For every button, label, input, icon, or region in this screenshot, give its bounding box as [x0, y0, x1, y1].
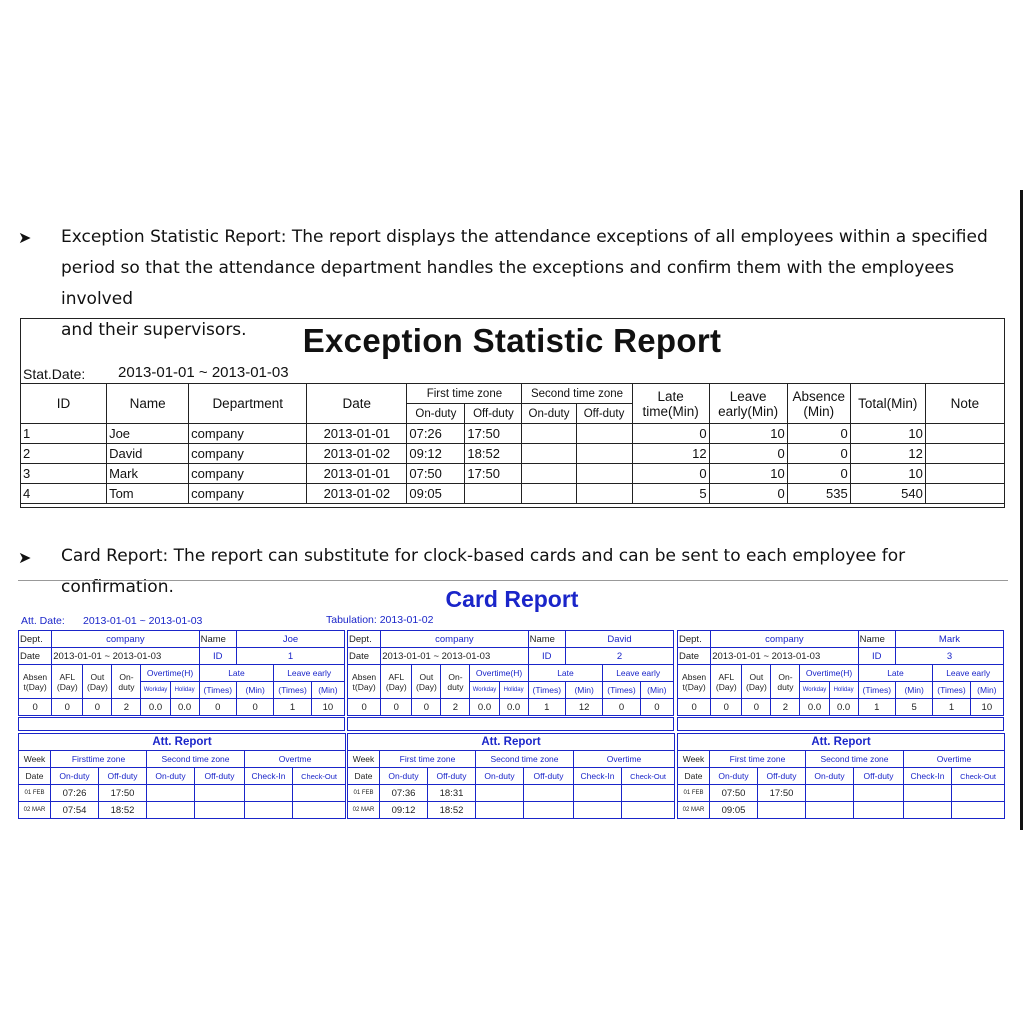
leave-early-header: Leave early: [603, 665, 674, 682]
onduty-header-line2: duty: [777, 681, 794, 692]
header-on-duty-2: On-duty: [522, 404, 576, 424]
stat-value: 1: [858, 699, 895, 716]
cell-on1: 07:50: [407, 464, 465, 484]
on-duty-cell: 07:36: [380, 785, 428, 802]
card-divider: [347, 717, 674, 731]
leave-times-header: (Times): [933, 682, 970, 699]
first-zone-header: First time zone: [380, 751, 476, 768]
absent-header-line2: t(Day): [682, 681, 706, 692]
check-out-header: Check-Out: [952, 768, 1005, 785]
cell-late: 5: [632, 484, 709, 504]
week-header: Week: [348, 751, 380, 768]
onduty-header-line2: duty: [447, 681, 464, 692]
cell-total: 12: [850, 444, 925, 464]
out-header-line1: Out: [90, 671, 105, 682]
cell-leave: 10: [709, 424, 787, 444]
cell-note: [925, 464, 1004, 484]
cell-off1: 17:50: [465, 424, 522, 444]
cell-late: 0: [632, 464, 709, 484]
leave-early-header: Leave early: [933, 665, 1004, 682]
cell-late: 0: [632, 424, 709, 444]
name-value: Joe: [236, 631, 344, 648]
leave-min-header: (Min): [640, 682, 673, 699]
absent-header-line1: Absen: [682, 671, 707, 682]
cell-name: Tom: [107, 484, 189, 504]
stat-value: 0.0: [800, 699, 829, 716]
date-range-value: 2013-01-01 ~ 2013-01-03: [381, 648, 528, 665]
cell-absence: 0: [787, 444, 850, 464]
afl-header-line2: (Day): [56, 681, 78, 692]
stat-value: 0.0: [499, 699, 528, 716]
cell-late: 12: [632, 444, 709, 464]
onduty-header-line1: On-: [778, 671, 793, 682]
late-times-header: (Times): [528, 682, 565, 699]
page-edge-line: [1020, 190, 1023, 830]
off-duty-header: Off-duty: [428, 768, 476, 785]
absent-header-line1: Absen: [352, 671, 377, 682]
stat-value: 1: [274, 699, 311, 716]
cell-on2: [522, 424, 576, 444]
table-row: [21, 464, 1005, 484]
on-duty-header: On-duty: [710, 768, 758, 785]
cell-id: 2: [21, 444, 107, 464]
out-header-line2: (Day): [87, 681, 108, 692]
date-header: Date: [348, 768, 380, 785]
cell-on2: [522, 484, 576, 504]
stat-value: 0: [199, 699, 236, 716]
att-report-table: [18, 733, 346, 819]
stat-value: 10: [311, 699, 344, 716]
stat-value: 2: [771, 699, 800, 716]
table-row: [21, 484, 1005, 504]
name-value: David: [565, 631, 673, 648]
att-report-title: Att. Report: [19, 734, 346, 751]
cell-id: 4: [21, 484, 107, 504]
header-id: ID: [21, 384, 107, 424]
absent-header-line2: t(Day): [352, 681, 376, 692]
on-duty-header: On-duty: [51, 768, 99, 785]
card-summary-table: [677, 630, 1004, 716]
late-header: Late: [199, 665, 274, 682]
stat-date-label: Stat.Date:: [23, 366, 86, 382]
cell-absence: 535: [787, 484, 850, 504]
stat-value: 0.0: [170, 699, 199, 716]
dept-value: company: [381, 631, 528, 648]
stat-value: 0: [678, 699, 711, 716]
cell-date: 2013-01-01: [307, 424, 407, 444]
cell-dept: company: [189, 464, 307, 484]
stat-value: 10: [970, 699, 1003, 716]
out-header-line1: Out: [749, 671, 764, 682]
on-duty-cell: 09:12: [380, 802, 428, 819]
cell-off2: [576, 444, 632, 464]
off-duty-cell: 17:50: [758, 785, 806, 802]
header-absence-line1: Absence: [792, 388, 845, 404]
cell-off1: 17:50: [465, 464, 522, 484]
stat-value: 0: [742, 699, 771, 716]
cell-total: 540: [850, 484, 925, 504]
onduty-header-line1: On-: [119, 671, 134, 682]
afl-header-line2: (Day): [385, 681, 407, 692]
off-duty-cell: 18:52: [428, 802, 476, 819]
late-min-header: (Min): [565, 682, 602, 699]
stat-value: 1: [933, 699, 970, 716]
cell-id: 3: [21, 464, 107, 484]
cell-leave: 10: [709, 464, 787, 484]
out-header: [83, 665, 112, 699]
cell-off2: [576, 464, 632, 484]
onduty-header-line1: On-: [448, 671, 463, 682]
week-header: Week: [19, 751, 51, 768]
tabulation-date: Tabulation: 2013-01-02: [326, 614, 434, 626]
late-header: Late: [858, 665, 933, 682]
absent-header-line2: t(Day): [23, 681, 47, 692]
header-leave: [709, 384, 787, 424]
id-label: ID: [528, 648, 565, 665]
name-label: Name: [858, 631, 895, 648]
absent-header: [678, 665, 711, 699]
off-duty-cell: 18:31: [428, 785, 476, 802]
out-header: [412, 665, 441, 699]
check-in-header: Check-In: [245, 768, 293, 785]
late-times-header: (Times): [858, 682, 895, 699]
cell-off1: [465, 484, 522, 504]
stat-date-value: 2013-01-01 ~ 2013-01-03: [118, 364, 289, 381]
dept-label: Dept.: [678, 631, 711, 648]
bullet-arrow-icon: ➤: [18, 228, 32, 247]
overtime-header: Overtime(H): [141, 665, 199, 682]
on-duty-cell: 07:50: [710, 785, 758, 802]
stat-value: 0.0: [141, 699, 170, 716]
table-row: [21, 444, 1005, 464]
exception-heading: Exception Statistic Report: [61, 227, 281, 247]
first-zone-header: Firsttime zone: [51, 751, 147, 768]
stat-value: 0: [236, 699, 273, 716]
stat-value: 0: [52, 699, 83, 716]
leave-early-header: Leave early: [274, 665, 345, 682]
late-min-header: (Min): [236, 682, 273, 699]
week-cell: 01 FEB: [348, 785, 380, 802]
date-range-value: 2013-01-01 ~ 2013-01-03: [711, 648, 858, 665]
afl-header: [711, 665, 742, 699]
onduty-header: [441, 665, 470, 699]
afl-header-line1: AFL: [388, 671, 405, 682]
cell-date: 2013-01-02: [307, 444, 407, 464]
cell-on1: 09:12: [407, 444, 465, 464]
id-value: 3: [895, 648, 1003, 665]
att-date-value: 2013-01-01 ~ 2013-01-03: [83, 615, 203, 627]
cell-total: 10: [850, 424, 925, 444]
id-label: ID: [858, 648, 895, 665]
header-second-zone: Second time zone: [522, 384, 632, 404]
header-department: Department: [189, 384, 307, 424]
cell-dept: company: [189, 424, 307, 444]
off-duty-cell: 18:52: [99, 802, 147, 819]
onduty-header: [112, 665, 141, 699]
att-report-title: Att. Report: [348, 734, 675, 751]
header-leave-line2: early(Min): [718, 403, 779, 419]
leave-times-header: (Times): [603, 682, 640, 699]
off-duty-header: Off-duty: [524, 768, 574, 785]
afl-header: [381, 665, 412, 699]
cell-on2: [522, 444, 576, 464]
cell-off1: 18:52: [465, 444, 522, 464]
week-cell: 02 MAR: [348, 802, 380, 819]
header-absence-line2: (Min): [803, 403, 835, 419]
week-cell: 01 FEB: [678, 785, 710, 802]
exception-table: [20, 383, 1005, 504]
id-value: 2: [565, 648, 673, 665]
cell-note: [925, 444, 1004, 464]
on-duty-header: On-duty: [147, 768, 195, 785]
overtime-col-header: Overtme: [245, 751, 346, 768]
name-value: Mark: [895, 631, 1003, 648]
off-duty-header: Off-duty: [854, 768, 904, 785]
cell-id: 1: [21, 424, 107, 444]
header-late-line1: Late: [657, 388, 684, 404]
stat-value: 2: [112, 699, 141, 716]
stat-value: 5: [895, 699, 932, 716]
on-duty-header: On-duty: [476, 768, 524, 785]
stat-value: 0.0: [470, 699, 499, 716]
afl-header-line1: AFL: [718, 671, 735, 682]
out-header-line2: (Day): [746, 681, 767, 692]
id-value: 1: [236, 648, 344, 665]
stat-value: 0: [412, 699, 441, 716]
overtime-col-header: Overtime: [574, 751, 675, 768]
card-report-title: Card Report: [445, 586, 579, 612]
att-report-title: Att. Report: [678, 734, 1005, 751]
onduty-header: [771, 665, 800, 699]
on-duty-header: On-duty: [380, 768, 428, 785]
week-header: Week: [678, 751, 710, 768]
late-times-header: (Times): [199, 682, 236, 699]
cell-absence: 0: [787, 424, 850, 444]
week-cell: 02 MAR: [678, 802, 710, 819]
date-header: Date: [678, 768, 710, 785]
cell-total: 10: [850, 464, 925, 484]
dept-value: company: [52, 631, 199, 648]
date-header: Date: [19, 768, 51, 785]
stat-value: 0: [83, 699, 112, 716]
on-duty-cell: 07:26: [51, 785, 99, 802]
cell-absence: 0: [787, 464, 850, 484]
header-off-duty-1: Off-duty: [465, 404, 522, 424]
id-label: ID: [199, 648, 236, 665]
absent-header-line1: Absen: [23, 671, 48, 682]
off-duty-cell: [758, 802, 806, 819]
stat-value: 0: [348, 699, 381, 716]
dept-label: Dept.: [348, 631, 381, 648]
cell-note: [925, 424, 1004, 444]
card-divider: [18, 717, 345, 731]
header-date: Date: [307, 384, 407, 424]
stat-value: 1: [528, 699, 565, 716]
stat-value: 0: [603, 699, 640, 716]
cell-leave: 0: [709, 444, 787, 464]
overtime-header: Overtime(H): [470, 665, 528, 682]
header-name: Name: [107, 384, 189, 424]
workday-header: Workday: [470, 682, 499, 699]
second-zone-header: Second time zone: [806, 751, 904, 768]
on-duty-cell: 09:05: [710, 802, 758, 819]
card-summary-table: [347, 630, 674, 716]
week-cell: 02 MAR: [19, 802, 51, 819]
holiday-header: Holiday: [170, 682, 199, 699]
off-duty-cell: 17:50: [99, 785, 147, 802]
date-label: Date: [348, 648, 381, 665]
att-report-table: [677, 733, 1005, 819]
header-first-zone: First time zone: [407, 384, 522, 404]
header-total: Total(Min): [850, 384, 925, 424]
cell-date: 2013-01-02: [307, 484, 407, 504]
absent-header: [19, 665, 52, 699]
stat-value: 2: [441, 699, 470, 716]
cell-note: [925, 484, 1004, 504]
leave-min-header: (Min): [970, 682, 1003, 699]
check-out-header: Check-Out: [622, 768, 675, 785]
date-label: Date: [19, 648, 52, 665]
exception-text-2: period so that the attendance department handles the exceptions and confirm them with the employees involved: [61, 258, 955, 309]
cell-name: Joe: [107, 424, 189, 444]
cell-on1: 09:05: [407, 484, 465, 504]
onduty-header-line2: duty: [118, 681, 135, 692]
absent-header: [348, 665, 381, 699]
afl-header-line1: AFL: [59, 671, 76, 682]
out-header-line1: Out: [419, 671, 434, 682]
off-duty-header: Off-duty: [195, 768, 245, 785]
holiday-header: Holiday: [829, 682, 858, 699]
overtime-header: Overtime(H): [800, 665, 858, 682]
off-duty-header: Off-duty: [99, 768, 147, 785]
card-heading: Card Report: [61, 546, 163, 566]
leave-times-header: (Times): [274, 682, 311, 699]
cell-on2: [522, 464, 576, 484]
name-label: Name: [528, 631, 565, 648]
cell-on1: 07:26: [407, 424, 465, 444]
cell-name: David: [107, 444, 189, 464]
second-zone-header: Second time zone: [476, 751, 574, 768]
cell-dept: company: [189, 484, 307, 504]
exception-report-title: Exception Statistic Report: [302, 322, 722, 359]
header-note: Note: [925, 384, 1004, 424]
card-divider: [677, 717, 1004, 731]
att-report-table: [347, 733, 675, 819]
bullet-arrow-icon: ➤: [18, 548, 32, 567]
header-on-duty-1: On-duty: [407, 404, 465, 424]
dept-label: Dept.: [19, 631, 52, 648]
card-text: : The report can substitute for clock-based cards and can be sent to each employee for confirmation.: [61, 546, 906, 597]
stat-value: 12: [565, 699, 602, 716]
exception-text-3: and their supervisors.: [61, 320, 247, 340]
header-absence: [787, 384, 850, 424]
cell-date: 2013-01-01: [307, 464, 407, 484]
first-zone-header: First time zone: [710, 751, 806, 768]
exception-text-1: : The report displays the attendance exceptions of all employees within a specified: [280, 227, 988, 247]
header-late-line2: time(Min): [642, 403, 699, 419]
dept-value: company: [711, 631, 858, 648]
out-header-line2: (Day): [416, 681, 437, 692]
stat-value: 0: [711, 699, 742, 716]
cell-dept: company: [189, 444, 307, 464]
card-summary-table: [18, 630, 345, 716]
att-date-label: Att. Date:: [21, 615, 65, 627]
date-label: Date: [678, 648, 711, 665]
stat-value: 0: [640, 699, 673, 716]
header-late: [632, 384, 709, 424]
second-zone-header: Second time zone: [147, 751, 245, 768]
cell-off2: [576, 484, 632, 504]
check-in-header: Check-In: [574, 768, 622, 785]
afl-header-line2: (Day): [715, 681, 737, 692]
stat-value: 0.0: [829, 699, 858, 716]
week-cell: 01 FEB: [19, 785, 51, 802]
cell-name: Mark: [107, 464, 189, 484]
stat-value: 0: [19, 699, 52, 716]
holiday-header: Holiday: [499, 682, 528, 699]
header-leave-line1: Leave: [729, 388, 767, 404]
cell-leave: 0: [709, 484, 787, 504]
on-duty-cell: 07:54: [51, 802, 99, 819]
out-header: [742, 665, 771, 699]
header-off-duty-2: Off-duty: [576, 404, 632, 424]
leave-min-header: (Min): [311, 682, 344, 699]
name-label: Name: [199, 631, 236, 648]
afl-header: [52, 665, 83, 699]
late-header: Late: [528, 665, 603, 682]
date-range-value: 2013-01-01 ~ 2013-01-03: [52, 648, 199, 665]
late-min-header: (Min): [895, 682, 932, 699]
off-duty-header: Off-duty: [758, 768, 806, 785]
cell-off2: [576, 424, 632, 444]
workday-header: Workday: [800, 682, 829, 699]
on-duty-header: On-duty: [806, 768, 854, 785]
overtime-col-header: Overtime: [904, 751, 1005, 768]
check-out-header: Check-Out: [293, 768, 346, 785]
workday-header: Workday: [141, 682, 170, 699]
stat-value: 0: [381, 699, 412, 716]
table-row: [21, 424, 1005, 444]
check-in-header: Check-In: [904, 768, 952, 785]
